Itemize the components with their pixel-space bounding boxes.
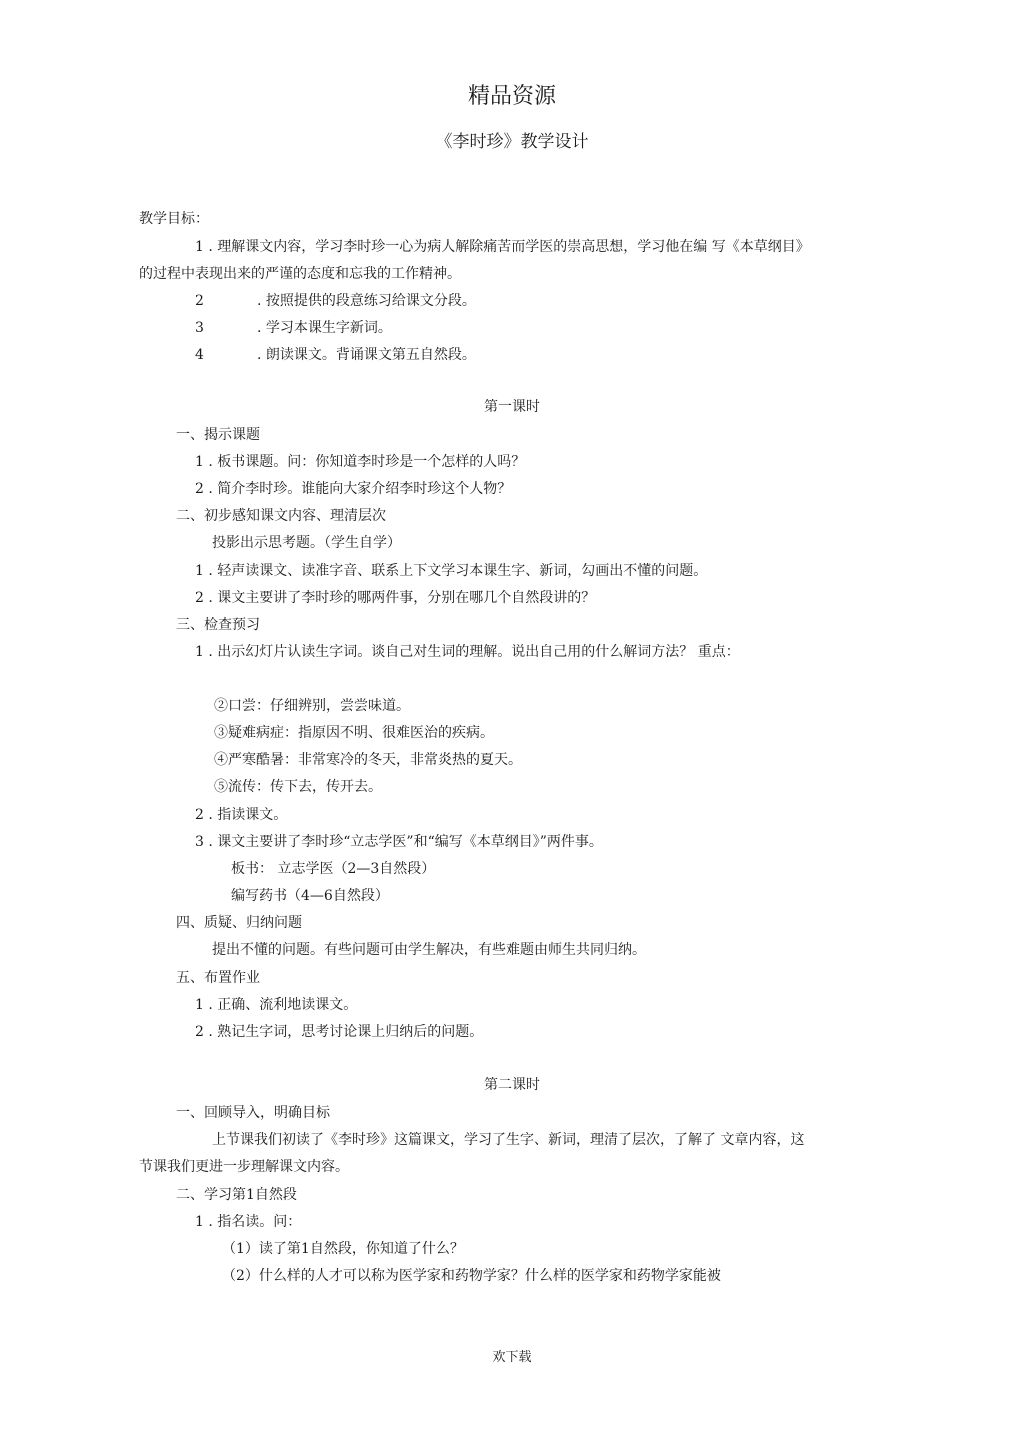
paragraph: 投影出示思考题。（学生自学）: [212, 535, 401, 551]
section-heading: 三、检查预习: [176, 617, 260, 633]
question-item: （1）读了第1自然段，你知道了什么？: [222, 1241, 464, 1257]
list-item: 2 . 简介李时珍。谁能向大家介绍李时珍这个人物？: [195, 481, 512, 497]
section-heading: 五、布置作业: [176, 970, 260, 986]
page-footer: 欢下载: [492, 1350, 532, 1365]
section-heading: 二、学习第1自然段: [176, 1187, 297, 1203]
goal-item-2-text: . 按照提供的段意练习给课文分段。: [257, 293, 476, 309]
goal-item-1-line-1: 1 . 理解课文内容，学习李时珍一心为病人解除痛苦而学医的崇高思想，学习他在编 写《本草纲目》: [195, 239, 810, 255]
list-item: 1 . 正确、流利地读课文。: [195, 997, 358, 1013]
goal-item-4-text: . 朗读课文。背诵课文第五自然段。: [257, 347, 476, 363]
goal-item-2-number: 2: [195, 293, 204, 309]
list-item: 1 . 指名读。问：: [195, 1214, 302, 1230]
vocab-item: ⑤流传：传下去，传开去。: [214, 779, 382, 795]
list-item: 2 . 课文主要讲了李时珍的哪两件事，分别在哪几个自然段讲的？: [195, 590, 596, 606]
section-heading: 一、揭示课题: [176, 427, 260, 443]
goal-item-3: [195, 319, 392, 337]
list-item: 2 . 指读课文。: [195, 807, 288, 823]
list-item: 1 . 轻声读课文、读准字音、联系上下文学习本课生字、新词，勾画出不懂的问题。: [195, 563, 708, 579]
lesson-two-title: 第二课时: [484, 1077, 540, 1093]
goal-item-3-number: 3: [195, 320, 204, 336]
blackboard-line-1: 板书： 立志学医（2—3自然段）: [231, 861, 436, 877]
list-item: 1 . 出示幻灯片认读生字词。谈自己对生词的理解。说出自己用的什么解词方法？ 重点：: [195, 644, 740, 660]
paragraph-line-1: 上节课我们初读了《李时珍》这篇课文，学习了生字、新词，理清了层次，了解了 文章内容，这: [212, 1132, 805, 1148]
document-title: 《李时珍》教学设计: [435, 132, 589, 152]
goal-item-2: [195, 292, 476, 310]
goal-item-1-line-2: 的过程中表现出来的严谨的态度和忘我的工作精神。: [139, 266, 461, 282]
goal-item-4-number: 4: [195, 347, 204, 363]
lesson-one-title: 第一课时: [484, 399, 540, 415]
list-item: 1 . 板书课题。问：你知道李时珍是一个怎样的人吗？: [195, 454, 526, 470]
section-heading: 一、回顾导入，明确目标: [176, 1105, 330, 1121]
paragraph: 提出不懂的问题。有些问题可由学生解决，有些难题由师生共同归纳。: [212, 942, 646, 958]
page-top-title: 精品资源: [467, 84, 556, 109]
vocab-item: ②口尝：仔细辨别，尝尝味道。: [214, 698, 410, 714]
vocab-item: ③疑难病症：指原因不明、很难医治的疾病。: [214, 725, 494, 741]
section-heading: 二、初步感知课文内容、理清层次: [176, 508, 386, 524]
goal-item-4: [195, 346, 476, 364]
list-item: 2 . 熟记生字词，思考讨论课上归纳后的问题。: [195, 1024, 484, 1040]
paragraph-line-2: 节课我们更进一步理解课文内容。: [139, 1159, 349, 1175]
goals-heading: 教学目标：: [139, 211, 209, 227]
question-item: （2）什么样的人才可以称为医学家和药物学家？什么样的医学家和药物学家能被: [222, 1268, 721, 1284]
section-heading: 四、质疑、归纳问题: [176, 915, 302, 931]
list-item: 3 . 课文主要讲了李时珍“立志学医”和“编写《本草纲目》”两件事。: [195, 834, 603, 850]
blackboard-line-2: 编写药书（4—6自然段）: [231, 888, 389, 904]
vocab-item: ④严寒酷暑：非常寒冷的冬天，非常炎热的夏天。: [214, 752, 522, 768]
goal-item-3-text: . 学习本课生字新词。: [257, 320, 392, 336]
